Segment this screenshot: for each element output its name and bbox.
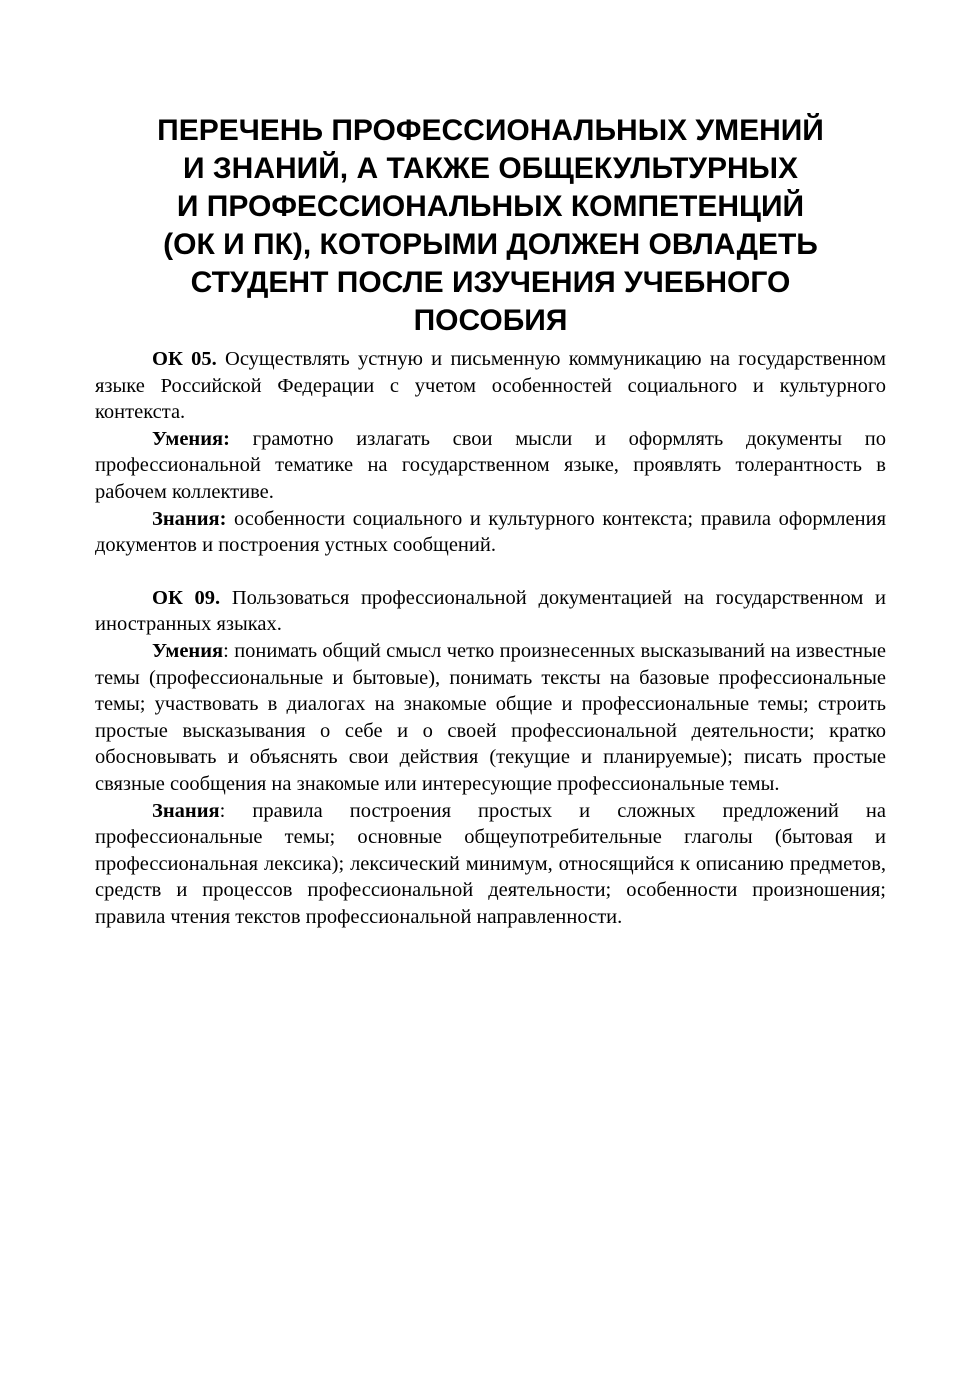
ok05-skills-label: Умения: bbox=[152, 427, 230, 450]
ok09-statement bbox=[95, 585, 886, 638]
ok09-text: Пользоваться профессиональной документацией на государственном и иностранных языках. bbox=[95, 586, 886, 636]
title-line: (ОК И ПК), КОТОРЫМИ ДОЛЖЕН ОВЛАДЕТЬ bbox=[163, 228, 818, 261]
ok09-knowledge bbox=[95, 798, 886, 931]
ok09-knowledge-label: Знания bbox=[152, 799, 220, 822]
section-ok05 bbox=[95, 346, 886, 559]
document-page bbox=[95, 112, 886, 930]
ok09-skills-text: : понимать общий смысл четко произнесенных высказываний на известные темы (профессиональные и бытовые), понимать тексты на базовые профессиональные темы; участвовать в диалогах на знакомые общие и профессиональные темы; строить простые высказывания о себе и о своей профессиональной деятельности; кратко обосновывать и объяснять свои действия (текущие и планируемые); писать простые связные сообщения на знакомые или интересующие профессиональные темы. bbox=[95, 639, 886, 795]
ok05-knowledge-text: особенности социального и культурного контекста; правила оформления документов и построения устных сообщений. bbox=[95, 507, 886, 557]
ok05-code: ОК 05. bbox=[152, 348, 217, 370]
title-line: ПЕРЕЧЕНЬ ПРОФЕССИОНАЛЬНЫХ УМЕНИЙ bbox=[157, 114, 824, 147]
ok05-knowledge bbox=[95, 506, 886, 559]
ok09-skills bbox=[95, 638, 886, 798]
title-line: И ПРОФЕССИОНАЛЬНЫХ КОМПЕТЕНЦИЙ bbox=[176, 190, 805, 223]
page-title bbox=[95, 112, 886, 340]
section-spacer bbox=[95, 559, 886, 585]
section-ok09 bbox=[95, 585, 886, 931]
ok09-knowledge-text: : правила построения простых и сложных предложений на профессиональные темы; основные общеупотребительные глаголы (бытовая и профессиональная лексика); лексический минимум, относящийся к описанию предметов, средств и процессов профессиональной деятельности; особенности произношения; правила чтения текстов профессиональной направленности. bbox=[95, 799, 886, 928]
ok05-skills-text: грамотно излагать свои мысли и оформлять документы по профессиональной тематике на государственном языке, проявлять толерантность в рабочем коллективе. bbox=[95, 427, 886, 503]
ok05-knowledge-label: Знания: bbox=[152, 507, 227, 530]
title-line: И ЗНАНИЙ, А ТАКЖЕ ОБЩЕКУЛЬТУРНЫХ bbox=[182, 152, 799, 185]
title-line: ПОСОБИЯ bbox=[413, 304, 568, 337]
ok09-code: ОК 09. bbox=[152, 586, 221, 609]
ok09-skills-label: Умения bbox=[152, 639, 224, 662]
ok05-skills bbox=[95, 426, 886, 506]
ok05-text: Осуществлять устную и письменную коммуникацию на государственном языке Российской Федерации с учетом особенностей социального и культурного контекста. bbox=[95, 348, 886, 424]
ok05-statement bbox=[95, 346, 886, 426]
title-line: СТУДЕНТ ПОСЛЕ ИЗУЧЕНИЯ УЧЕБНОГО bbox=[190, 266, 791, 299]
